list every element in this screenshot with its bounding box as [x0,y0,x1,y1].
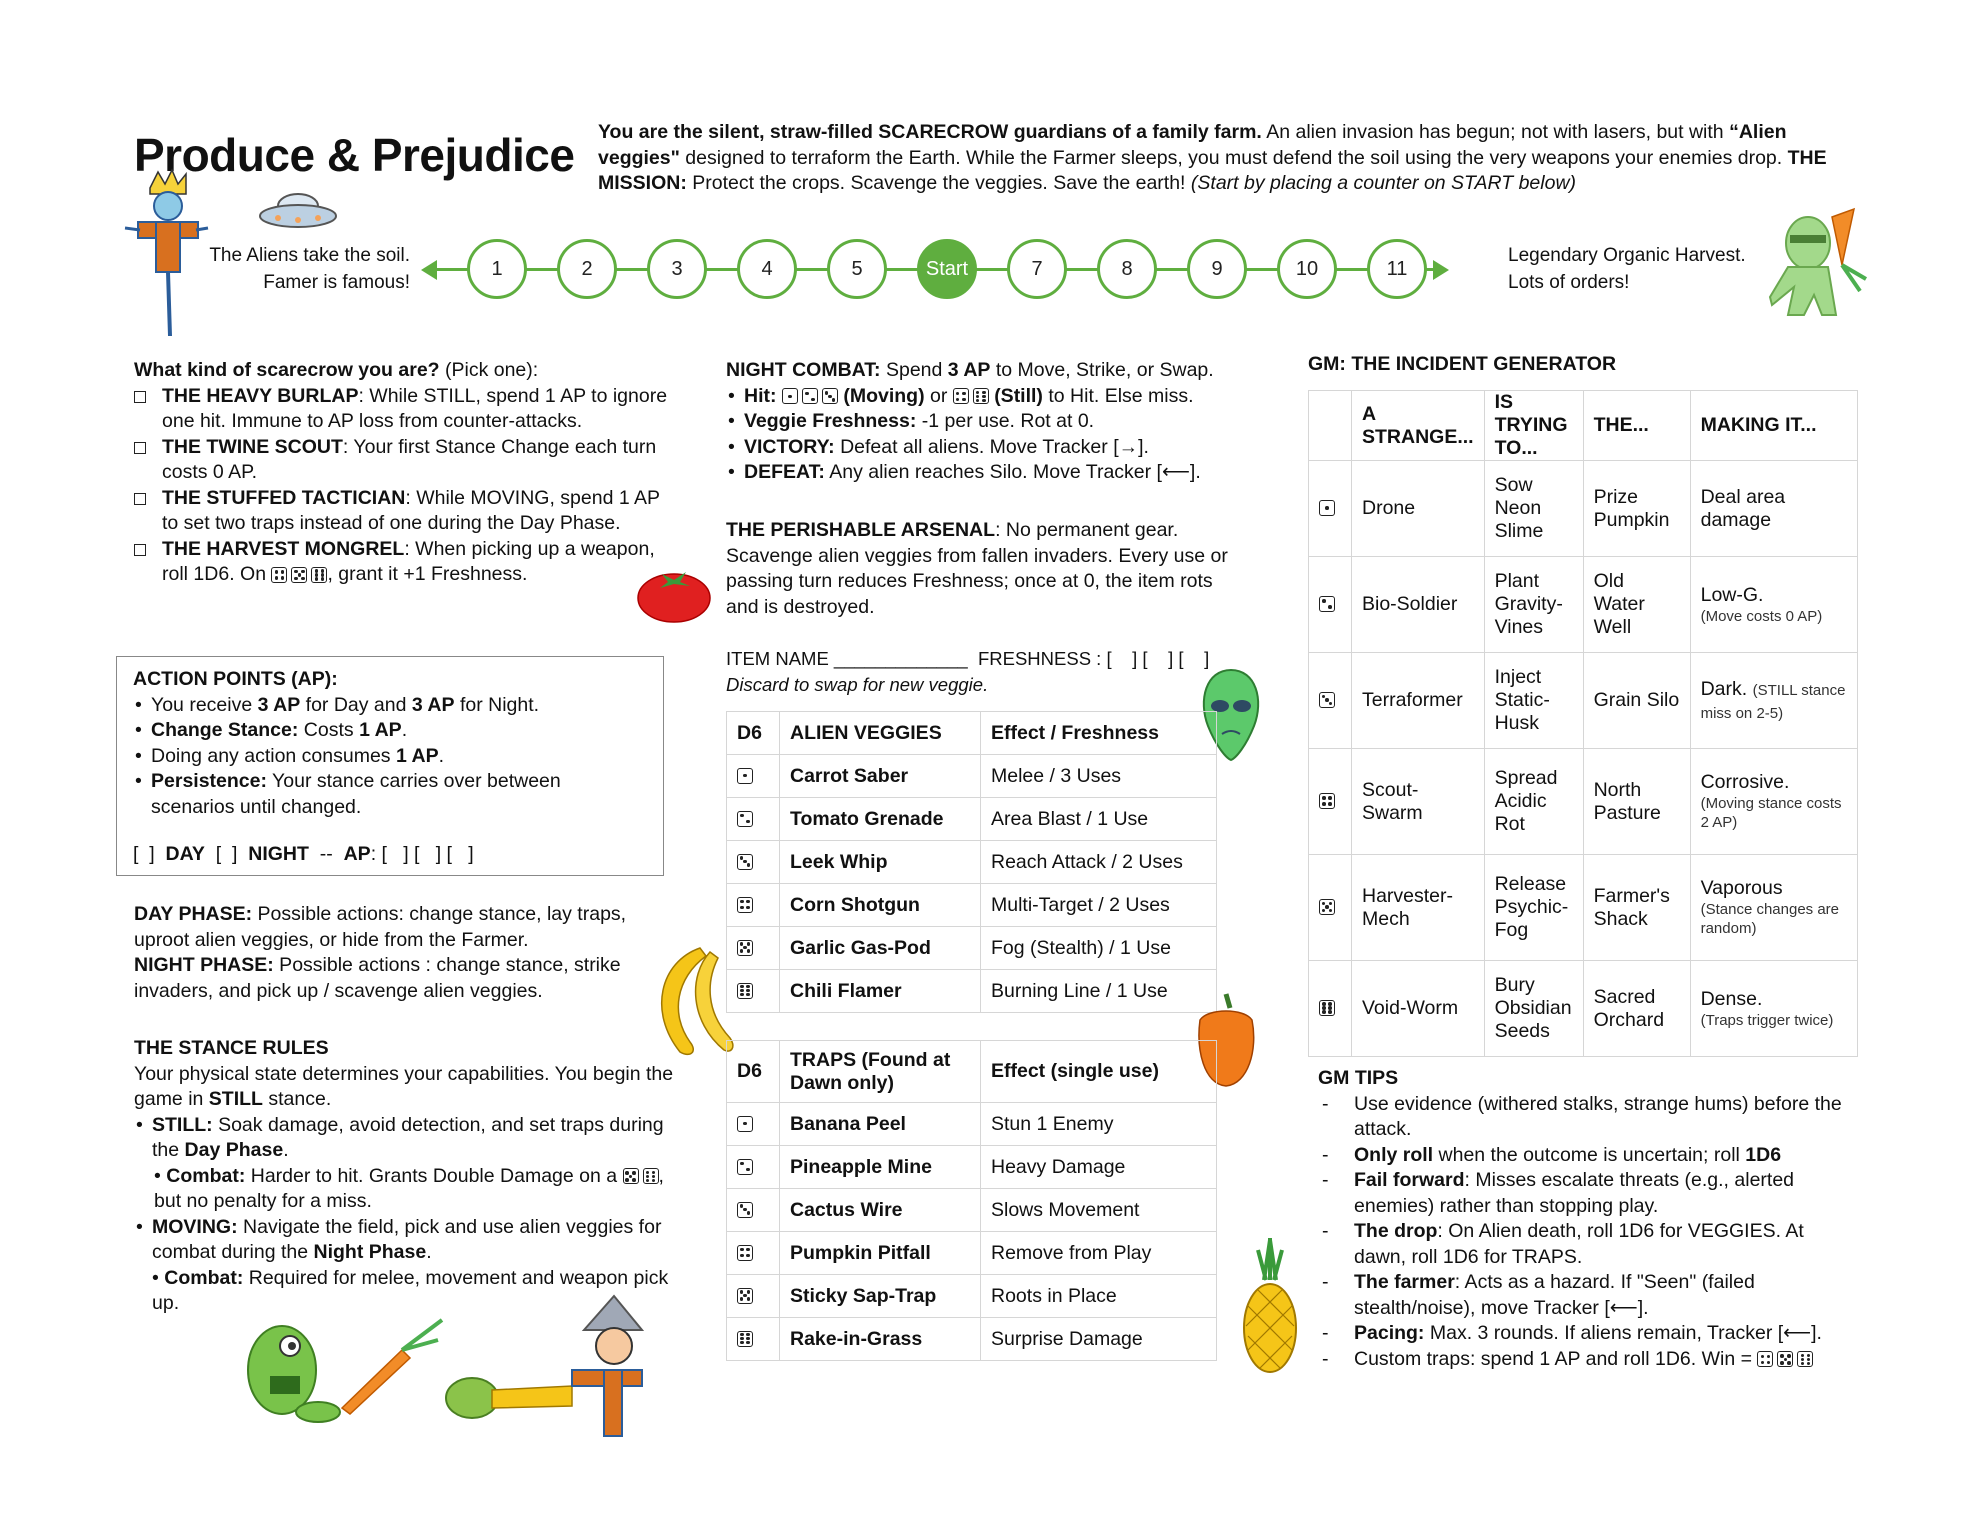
bottom-left-illustration [242,1290,662,1440]
checkbox[interactable] [134,544,146,556]
die-1-icon [1319,500,1335,516]
checkbox[interactable] [134,442,146,454]
table-row: Bio-Soldier Plant Gravity-Vines Old Water Well Low-G. (Move costs 0 AP) [1309,557,1858,653]
die-3-icon [822,388,838,404]
die-2-icon [737,811,753,827]
tracker-node-5[interactable]: 5 [827,239,887,299]
die-6-icon [1319,1000,1335,1016]
die-1-icon [782,388,798,404]
die-2-icon [737,1159,753,1175]
table-row: Cactus Wire Slows Movement [727,1189,1217,1232]
page-title: Produce & Prejudice [134,129,575,181]
table-row: Garlic Gas-Pod Fog (Stealth) / 1 Use [727,927,1217,970]
tracker-node-11[interactable]: 11 [1367,239,1427,299]
arrow-right-icon [1433,260,1449,280]
dice-4-5-6 [271,567,327,583]
table-row: Scout-Swarm Spread Acidic Rot North Pasture Corrosive. (Moving stance costs 2 AP) [1309,749,1858,855]
tracker-left-label: The Aliens take the soil. Famer is famous! [209,245,410,293]
die-6-icon [737,1331,753,1347]
die-4-icon [737,897,753,913]
gm-section-heading: GM: THE INCIDENT GENERATOR [1308,353,1617,375]
tracker-node-1[interactable]: 1 [467,239,527,299]
tracker-node-2[interactable]: 2 [557,239,617,299]
dice-4-5-6 [1757,1351,1813,1367]
table-row: Rake-in-Grass Surprise Damage [727,1318,1217,1361]
action-points-box: ACTION POINTS (AP): • You receive 3 AP for Day and 3 AP for Night. • Change Stance: Costs 1 AP. • Doing any action consumes 1 AP. • Persistence: Your stance carries over between scenarios until changed. [ ] DAY [ ] NIGHT -- AP: [ ] [ ] [ ] [116,656,664,876]
phases-section: DAY PHASE: Possible actions: change stance, lay traps, uproot alien veggies, or hide from the Farmer. NIGHT PHASE: Possible actions : change stance, strike invaders, and pick up / scavenge alien veggies. [134,903,627,1002]
pineapple-illustration [1240,1236,1300,1376]
dice-1-2-3 [782,388,838,404]
table-row: Pumpkin Pitfall Remove from Play [727,1232,1217,1275]
scarecrow-option-stuffed-tactician[interactable]: THE STUFFED TACTICIAN: While MOVING, spend 1 AP to set two traps instead of one during the Day Phase. [134,486,674,537]
table-row: Chili Flamer Burning Line / 1 Use [727,970,1217,1013]
day-night-ap-tracker[interactable]: [ ] DAY [ ] NIGHT -- AP: [ ] [ ] [ ] [133,843,474,865]
table-row: Carrot Saber Melee / 3 Uses [727,755,1217,798]
intro-paragraph: You are the silent, straw-filled SCARECROW guardians of a family farm. An alien invasion has begun; not with lasers, but with “Alien veggies" designed to terraform the Earth. While the Farmer sleeps, you must defend the soil using the very weapons your enemies drop. THE MISSION: Protect the crops. Scavenge the veggies. Save the earth! (Start by placing a counter on START below) [598,121,1827,194]
traps-table: D6 TRAPS (Found at Dawn only) Effect (single use) Banana Peel Stun 1 Enemy Pineapple Mine Heavy Damage Cactus Wire Slows Movement Pumpkin Pitfall Remove from Play Sticky Sap-Trap Roots in Place Rake-in-Grass Surprise Damage [726,1040,1217,1361]
night-combat-section: NIGHT COMBAT: Spend 3 AP to Move, Strike, or Swap. • Hit: (Moving) or (Still) to Hit. Else miss. • Veggie Freshness: -1 per use. Rot at 0. • VICTORY: Defeat all aliens. Move Tracker [→]. • DEFEAT: Any alien reaches Silo. Move Tracker [⟵]. [726,358,1256,486]
progress-tracker [425,231,1485,301]
tracker-node-8[interactable]: 8 [1097,239,1157,299]
tomato-illustration [634,560,714,626]
die-2-icon [802,388,818,404]
die-5-icon [737,1288,753,1304]
die-6-icon [973,388,989,404]
table-row: Leek Whip Reach Attack / 2 Uses [727,841,1217,884]
scarecrow-option-heavy-burlap[interactable]: THE HEAVY BURLAP: While STILL, spend 1 AP to ignore one hit. Immune to AP loss from counter-attacks. [134,384,674,435]
scarecrow-option-harvest-mongrel[interactable]: THE HARVEST MONGREL: When picking up a weapon, roll 1D6. On , grant it +1 Freshness. [134,537,674,588]
die-4-icon [1757,1351,1773,1367]
die-4-icon [953,388,969,404]
table-row: Harvester-Mech Release Psychic-Fog Farmer's Shack Vaporous (Stance changes are random) [1309,855,1858,961]
incident-generator-table: A STRANGE... IS TRYING TO... THE... MAKING IT... Drone Sow Neon Slime Prize Pumpkin Deal area damage Bio-Soldier Plant Gravity-Vines Old Water Well Low-G. (Move costs 0 AP) Terraformer Inject Static-Husk Grain Silo Dark. (STILL stance miss on 2-5) Scout-Swarm Spread Acidic Rot North Pasture Corrosive. (Moving stance costs 2 AP) Harvester-Mech Release Psychic-Fog Farmer's Shack Vaporous (Stance changes are random) Void-Worm Bury Obsidian Seeds Sacred Orchard Dense. (Traps trigger twice) [1308,390,1858,1057]
tracker-node-4[interactable]: 4 [737,239,797,299]
die-4-icon [737,1245,753,1261]
die-4-icon [1319,793,1335,809]
table-row: Void-Worm Bury Obsidian Seeds Sacred Orchard Dense. (Traps trigger twice) [1309,961,1858,1057]
stance-rules-section: THE STANCE RULES Your physical state determines your capabilities. You begin the game in STILL stance. • STILL: Soak damage, avoid detection, and set traps during the Day Phase. • Combat: Harder to hit. Grants Double Damage on a , but no penalty for a miss. • MOVING: Navigate the field, pick and use alien veggies for combat during the Night Phase. • Combat: Required for melee, movement and weapon pick up. [134,1036,674,1317]
die-3-icon [1319,692,1335,708]
dice-5-6 [623,1168,659,1184]
dice-4-6 [953,388,989,404]
die-6-icon [1797,1351,1813,1367]
die-2-icon [1319,596,1335,612]
die-5-icon [1319,899,1335,915]
perishable-arsenal-section: THE PERISHABLE ARSENAL: No permanent gear. Scavenge alien veggies from fallen invaders. Every use or passing turn reduces Freshness; once at 0, the item rots and is destroyed. ITEM NAME _____________ FRESHNESS : [ ] [ ] [ ] Discard to swap for new veggie. [726,518,1246,697]
die-6-icon [311,567,327,583]
gm-tips-section: GM TIPS - Use evidence (withered stalks, strange hums) before the attack. - Only roll when the outcome is uncertain; roll 1D6 - Fail forward: Misses escalate threats (e.g., alerted enemies) rather than stopping play. - The drop: On Alien death, roll 1D6 for VEGGIES. At dawn, roll 1D6 for TRAPS. - The farmer: Acts as a hazard. If "Seen" (failed stealth/noise), move Tracker [⟵]. - Pacing: Max. 3 rounds. If aliens remain, Tracker [⟵]. - Custom traps: spend 1 AP and roll 1D6. Win = [1318,1066,1858,1372]
table-row: Tomato Grenade Area Blast / 1 Use [727,798,1217,841]
die-4-icon [271,567,287,583]
die-5-icon [623,1168,639,1184]
die-6-icon [737,983,753,999]
tracker-node-10[interactable]: 10 [1277,239,1337,299]
scarecrow-option-twine-scout[interactable]: THE TWINE SCOUT: Your first Stance Change each turn costs 0 AP. [134,435,674,486]
scarecrow-type-section: What kind of scarecrow you are? (Pick one): THE HEAVY BURLAP: While STILL, spend 1 AP to ignore one hit. Immune to AP loss from counter-attacks. THE TWINE SCOUT: Your first Stance Change each turn costs 0 AP. THE STUFFED TACTICIAN: While MOVING, spend 1 AP to set two traps instead of one during the Day Phase. THE HARVEST MONGREL: When picking up a weapon, roll 1D6. On , grant it +1 Freshness. [134,358,674,588]
checkbox[interactable] [134,391,146,403]
tracker-right-label: Legendary Organic Harvest. Lots of orders! [1508,245,1746,293]
tracker-node-start[interactable]: Start [917,239,977,299]
tracker-node-7[interactable]: 7 [1007,239,1067,299]
table-row: Drone Sow Neon Slime Prize Pumpkin Deal area damage [1309,461,1858,557]
alien-veggies-table: D6 ALIEN VEGGIES Effect / Freshness Carrot Saber Melee / 3 Uses Tomato Grenade Area Blast / 1 Use Leek Whip Reach Attack / 2 Uses Corn Shotgun Multi-Target / 2 Uses Garlic Gas-Pod Fog (Stealth) / 1 Use Chili Flamer Burning Line / 1 Use [726,711,1217,1013]
table-row: Terraformer Inject Static-Husk Grain Silo Dark. (STILL stance miss on 2-5) [1309,653,1858,749]
die-5-icon [737,940,753,956]
die-5-icon [291,567,307,583]
checkbox[interactable] [134,493,146,505]
die-3-icon [737,854,753,870]
table-row: Pineapple Mine Heavy Damage [727,1146,1217,1189]
die-1-icon [737,768,753,784]
tracker-node-3[interactable]: 3 [647,239,707,299]
tracker-node-9[interactable]: 9 [1187,239,1247,299]
alien-with-carrot-illustration [1762,205,1872,355]
table-row: Banana Peel Stun 1 Enemy [727,1103,1217,1146]
item-freshness-tracker[interactable]: ITEM NAME _____________ FRESHNESS : [ ] [ ] [ ] [726,648,1210,669]
table-row: Corn Shotgun Multi-Target / 2 Uses [727,884,1217,927]
die-1-icon [737,1116,753,1132]
die-5-icon [1777,1351,1793,1367]
die-3-icon [737,1202,753,1218]
ufo-icon [258,188,338,232]
table-row: Sticky Sap-Trap Roots in Place [727,1275,1217,1318]
die-6-icon [643,1168,659,1184]
arrow-left-icon [421,260,437,280]
